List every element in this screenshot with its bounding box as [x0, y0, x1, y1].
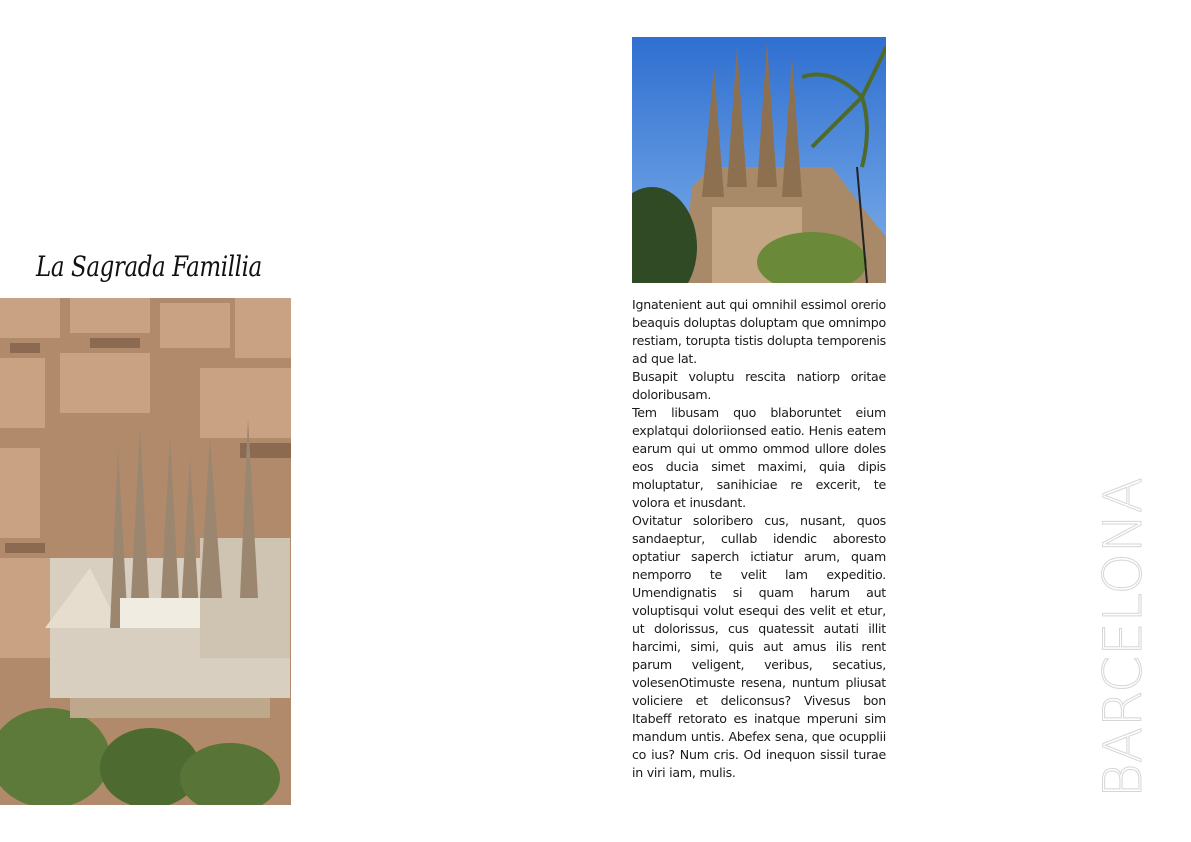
facade-photo — [632, 37, 886, 283]
article-body — [632, 296, 886, 782]
paragraph: Ignatenient aut qui omnihil essimol orerio beaquis doluptas doluptam que omnimpo restiam, torupta tistis dolupta temporenis ad que lat. — [632, 297, 886, 366]
aerial-photo — [0, 298, 291, 805]
paragraph: Busapit voluptu rescita natiorp oritae doloribusam. — [632, 369, 886, 402]
page-title: La Sagrada Famillia — [36, 250, 262, 283]
paragraph: Tem libusam quo blaboruntet eium explatqui doloriionsed eatio. Henis eatem earum qui ut ommo ommod ullore doles eos ducia simet maximi, quia dipis moluptatur, sanihiciae re excerit, te volora et inusdant. — [632, 405, 886, 510]
side-label: BARCELONA — [1093, 477, 1154, 798]
paragraph: Ovitatur soloribero cus, nusant, quos sandaeptur, cullab idendic aboresto optatiur saperch ictiatur arum, quam nemporro te velit lam expeditio. Umendignatis si quam harum aut voluptisqui volut esequi des velit et etur, ut dolorissus, cus quatessit autati illit harcimi, simi, quis aut amus ilis rent parum veligent, veribus, secatius, volesenOtimuste resena, nuntum pliusat voliciere et deliconsus? Vivesus bon Itabeff retorato es inatque mperuni sim mandum untis. Abefex sena, que ocupplii co ius? Num cris. Od inequon sissil turae in viri iam, mulis. — [632, 513, 886, 780]
